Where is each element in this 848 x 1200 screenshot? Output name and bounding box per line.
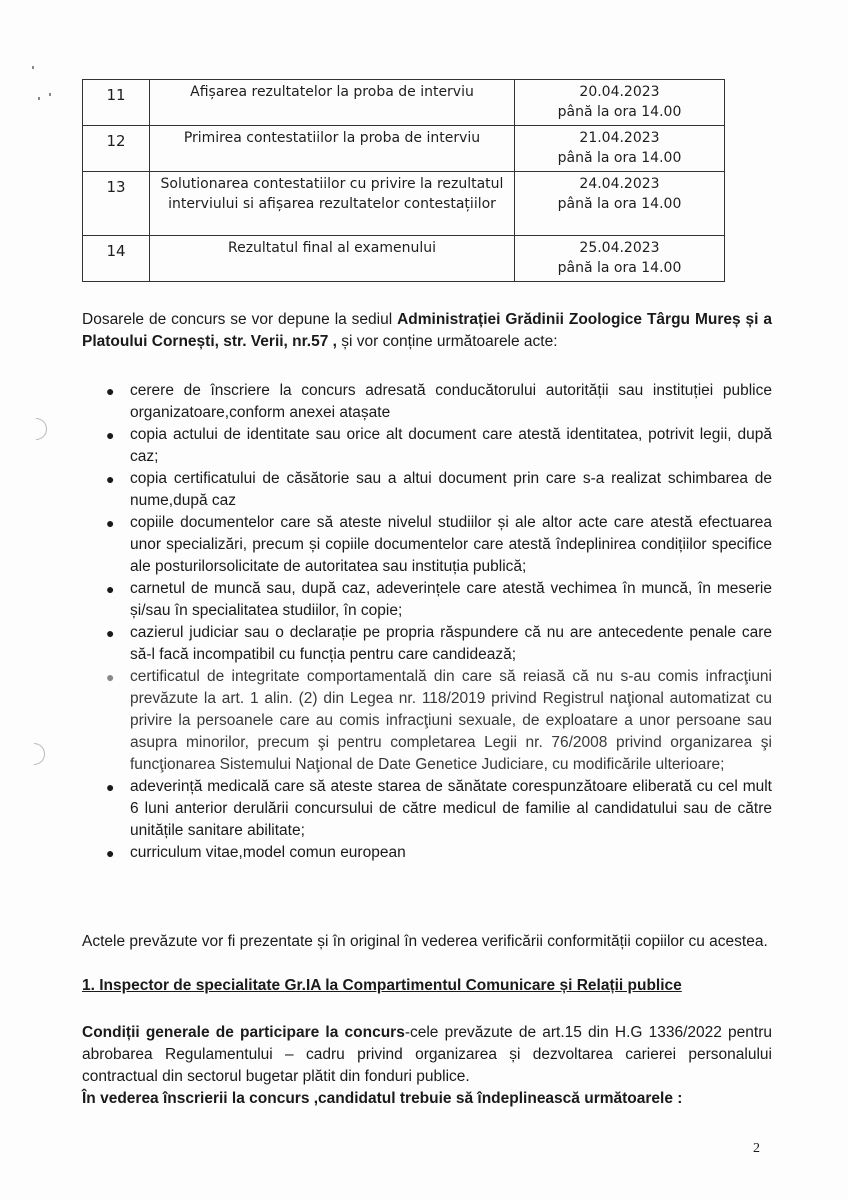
row-number: 12 xyxy=(83,126,150,172)
bullet-icon: ● xyxy=(106,515,115,531)
list-item-text: copia certificatului de căsătorie sau a altui document prin care s-a realizat schimbarea de nume,după caz xyxy=(130,470,772,509)
deadline-time: până la ora 14.00 xyxy=(557,150,682,166)
row-deadline xyxy=(515,172,725,236)
row-activity: Primirea contestatiilor la proba de interviu xyxy=(150,126,515,172)
list-item xyxy=(100,666,772,776)
conditions-text: -cele prevăzute de art.15 din H.G 1336/2022 pentru abrobarea Regulamentului – cadru privind organizarea și dezvoltarea carierei personalului contractual din sectorul bugetar plătit din fonduri publice. xyxy=(82,1024,772,1085)
table-row xyxy=(83,172,725,236)
scan-speck xyxy=(49,93,51,96)
row-deadline xyxy=(515,126,725,172)
bullet-icon: ● xyxy=(106,427,115,443)
bullet-icon: ● xyxy=(106,779,115,795)
list-item xyxy=(100,776,772,842)
list-item-text: cazierul judiciar sau o declarație pe propria răspundere că nu are antecedente penale care să-l facă incompatibil cu funcția pentru care candidează; xyxy=(130,624,772,663)
bullet-icon: ● xyxy=(106,669,115,685)
table-row xyxy=(83,236,725,282)
deadline-time: până la ora 14.00 xyxy=(557,104,682,120)
row-activity: Solutionarea contestatiilor cu privire la rezultatul interviului si afișarea rezultatelor contestațiilor xyxy=(150,172,515,236)
list-item-text: curriculum vitae,model comun european xyxy=(130,844,406,861)
deadline-date: 21.04.2023 xyxy=(579,130,660,146)
list-item xyxy=(100,512,772,578)
row-deadline xyxy=(515,80,725,126)
deadline-time: până la ora 14.00 xyxy=(557,196,682,212)
row-number: 11 xyxy=(83,80,150,126)
row-number: 14 xyxy=(83,236,150,282)
list-item xyxy=(100,578,772,622)
list-item-text: certificatul de integritate comportamentală din care să reiasă că nu s-au comis infracţiuni prevăzute la art. 1 alin. (2) din Legea nr. 118/2019 privind Registrul naţional automatizat cu privire la persoanele care au comis infracţiuni sexuale, de exploatare a unor persoane sau asupra minorilor, precum şi pentru completarea Legii nr. 76/2008 privind organizarea şi funcţionarea Sistemului Naţional de Date Genetice Judiciare, cu modificările ulterioare; xyxy=(130,668,772,773)
scan-speck xyxy=(32,66,34,69)
intro-text: Dosarele de concurs se vor depune la sediul xyxy=(82,311,398,328)
bullet-icon: ● xyxy=(106,845,115,861)
general-conditions-paragraph xyxy=(82,1022,772,1088)
deadline-date: 20.04.2023 xyxy=(579,84,660,100)
section-heading: 1. Inspector de specialitate Gr.IA la Compartimentul Comunicare și Relații publice xyxy=(82,977,682,994)
list-item xyxy=(100,842,772,864)
list-item xyxy=(100,380,772,424)
schedule-table xyxy=(82,79,725,282)
bullet-icon: ● xyxy=(106,471,115,487)
list-item xyxy=(100,468,772,512)
row-deadline xyxy=(515,236,725,282)
originals-note: Actele prevăzute vor fi prezentate și în original în vederea verificării conformității copiilor cu acestea. xyxy=(82,933,768,950)
list-item-text: adeverință medicală care să ateste starea de sănătate corespunzătoare eliberată cu cel mult 6 luni anterior derulării concursului de către medicul de familie al candidatului sau de către unitățile sanitare abilitate; xyxy=(130,778,772,839)
list-item xyxy=(100,622,772,666)
bullet-icon: ● xyxy=(106,625,115,641)
bullet-icon: ● xyxy=(106,383,115,399)
deadline-time: până la ora 14.00 xyxy=(557,260,682,276)
row-activity: Rezultatul final al examenului xyxy=(150,236,515,282)
intro-text-end: și vor conține următoarele acte: xyxy=(336,333,558,350)
submission-paragraph xyxy=(82,309,772,353)
list-item-text: copia actului de identitate sau orice alt document care atestă identitatea, potrivit legii, după caz; xyxy=(130,426,772,465)
requirement-line: În vederea înscrierii la concurs ,candidatul trebuie să îndeplinească următoarele : xyxy=(82,1090,683,1107)
bullet-icon: ● xyxy=(106,581,115,597)
intro-address: Administrației Grădinii Zoologice Târgu Mureș și a Platoului Cornești, str. Verii, nr.57 , xyxy=(82,311,772,350)
list-item-text: copiile documentelor care să ateste nivelul studiilor și ale altor acte care atestă efectuarea unor specializări, precum și copiile documentelor care atestă îndeplinirea condițiilor specifice ale posturilorsolicitate de autoritatea sau instituția publică; xyxy=(130,514,772,575)
list-item-text: cerere de înscriere la concurs adresată conducătorului autorității sau instituției publice organizatoare,conform anexei atașate xyxy=(130,382,772,421)
table-row xyxy=(83,126,725,172)
punch-hole-mark xyxy=(34,743,45,765)
list-item xyxy=(100,424,772,468)
page-number: 2 xyxy=(753,1141,760,1156)
row-activity: Afișarea rezultatelor la proba de interviu xyxy=(150,80,515,126)
conditions-heading: Condiții generale de participare la concurs xyxy=(82,1024,405,1041)
deadline-date: 25.04.2023 xyxy=(579,240,660,256)
table-row xyxy=(83,80,725,126)
scan-speck xyxy=(38,97,40,100)
required-documents-list xyxy=(100,380,772,864)
punch-hole-mark xyxy=(36,418,47,440)
list-item-text: carnetul de muncă sau, după caz, adeverințele care atestă vechimea în muncă, în meserie și/sau în specialitatea studiilor, în copie; xyxy=(130,580,772,619)
deadline-date: 24.04.2023 xyxy=(579,176,660,192)
row-number: 13 xyxy=(83,172,150,236)
